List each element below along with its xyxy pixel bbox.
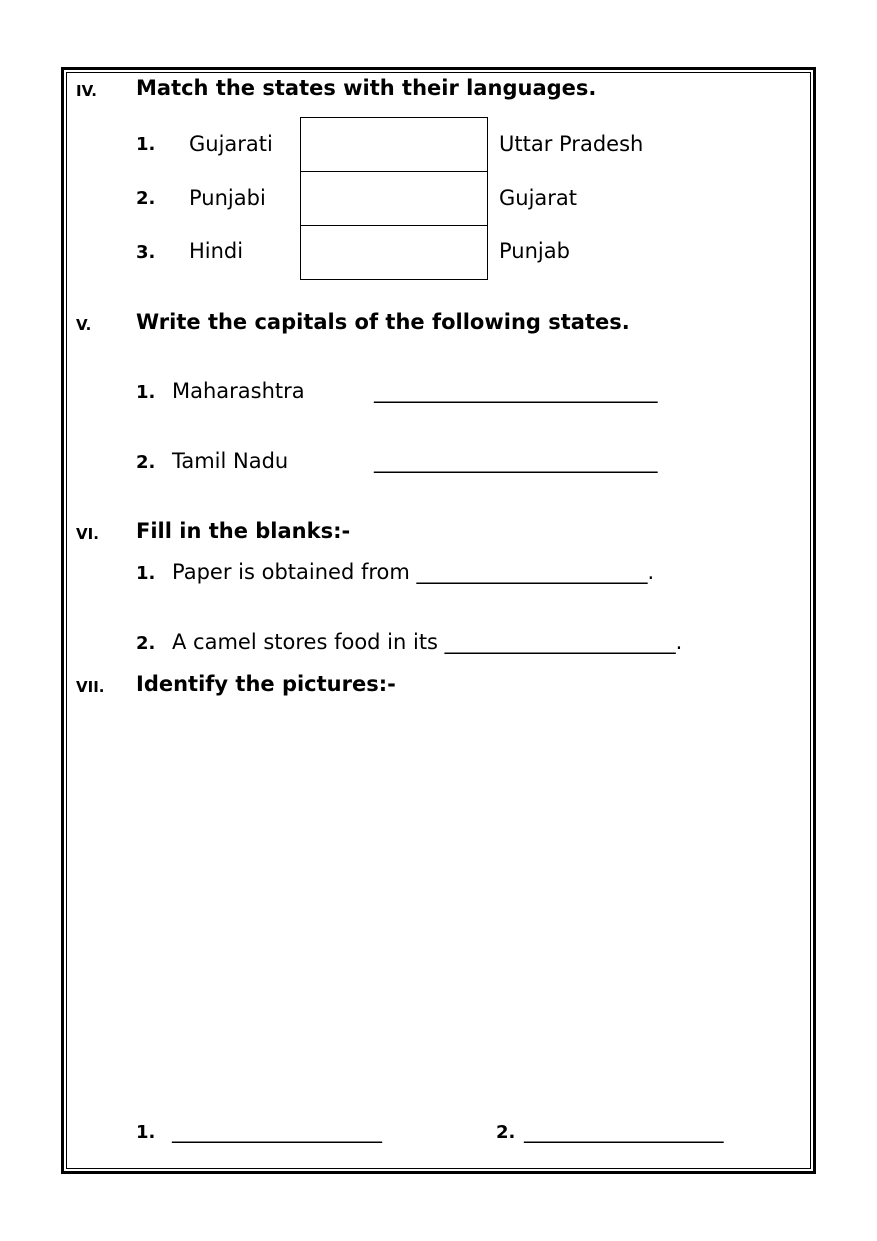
capital-item-2-answer-blank[interactable]: ___________________________ <box>374 449 658 473</box>
match-answer-box-3[interactable] <box>300 225 488 280</box>
match-row-2-number: 2. <box>136 188 156 209</box>
picture-answer-1-number: 1. <box>136 1122 156 1143</box>
section-v-number: V. <box>76 316 92 334</box>
section-iv-number: IV. <box>76 82 97 100</box>
capital-item-1-number: 1. <box>136 382 156 403</box>
match-row-1-language: Gujarati <box>189 132 273 156</box>
match-answer-box-1[interactable] <box>300 117 488 172</box>
section-vii-title: Identify the pictures:- <box>136 672 396 696</box>
picture-answer-2-blank[interactable]: ___________________ <box>524 1119 724 1143</box>
section-vi-number: VI. <box>76 525 99 543</box>
picture-answer-1-blank[interactable]: ____________________ <box>172 1119 382 1143</box>
match-row-3-state: Punjab <box>499 239 570 263</box>
match-row-2-state: Gujarat <box>499 186 578 210</box>
section-vi-title: Fill in the blanks:- <box>136 519 351 543</box>
capital-item-1-state: Maharashtra <box>172 379 305 403</box>
blank-item-2-number: 2. <box>136 633 156 654</box>
picture-answer-2-number: 2. <box>496 1122 516 1143</box>
section-v-title: Write the capitals of the following states. <box>136 310 630 334</box>
match-row-1-state: Uttar Pradesh <box>499 132 644 156</box>
match-answer-box-2[interactable] <box>300 171 488 226</box>
section-iv-title: Match the states with their languages. <box>136 76 597 100</box>
match-row-1-number: 1. <box>136 134 156 155</box>
match-row-3-number: 3. <box>136 242 156 263</box>
capital-item-2-state: Tamil Nadu <box>172 449 289 473</box>
capital-item-1-answer-blank[interactable]: ___________________________ <box>374 379 658 403</box>
blank-item-2-text[interactable]: A camel stores food in its ______________________. <box>172 630 683 654</box>
blank-item-1-number: 1. <box>136 563 156 584</box>
blank-item-1-text[interactable]: Paper is obtained from ______________________. <box>172 560 655 584</box>
match-row-3-language: Hindi <box>189 239 244 263</box>
section-vii-number: VII. <box>76 678 105 696</box>
picture-area <box>136 710 786 1100</box>
match-row-2-language: Punjabi <box>189 186 266 210</box>
capital-item-2-number: 2. <box>136 452 156 473</box>
